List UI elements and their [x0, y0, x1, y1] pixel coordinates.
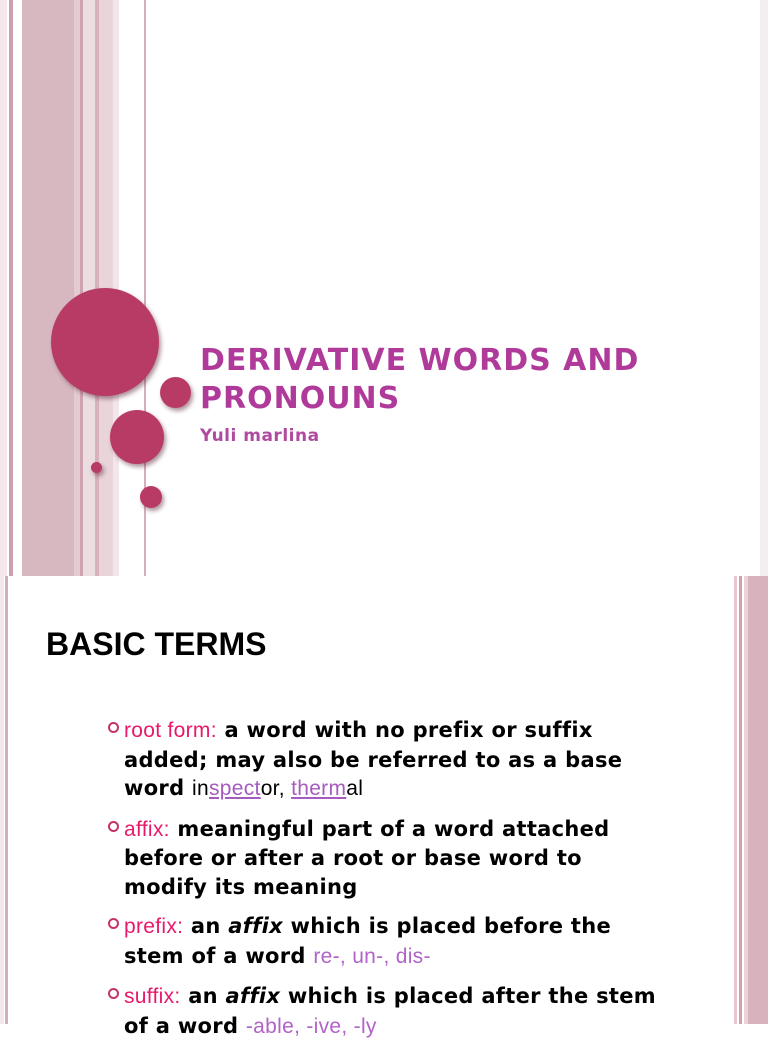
example-text: in	[192, 777, 209, 800]
term-description: an	[183, 914, 229, 938]
decorative-stripe	[22, 0, 74, 576]
decorative-stripe	[739, 576, 742, 1024]
slide-2-title: BASIC TERMS	[46, 626, 267, 662]
bullet-icon	[108, 821, 119, 832]
decorative-stripe	[83, 0, 95, 576]
bullet-icon	[108, 918, 119, 929]
bullet-icon	[108, 722, 119, 733]
example-root: therm	[291, 777, 347, 800]
decorative-circle	[91, 462, 102, 473]
list-item-root-form	[108, 716, 668, 804]
decorative-circle	[160, 377, 191, 408]
decorative-stripe	[748, 576, 768, 1024]
decorative-stripe	[5, 576, 8, 1024]
term-description: which is placed before the stem of a word	[124, 914, 612, 968]
term-description-italic: affix	[228, 914, 283, 938]
example-root: spect	[208, 777, 261, 800]
term-label: suffix:	[124, 985, 181, 1008]
term-label: affix:	[124, 817, 170, 841]
decorative-stripe	[9, 0, 13, 576]
list-item-affix	[108, 815, 668, 902]
example-text: -able, -ive, -ly	[245, 1014, 377, 1038]
slide-title: DERIVATIVE WORDS AND PRONOUNS	[200, 343, 640, 416]
example-text: re-, un-, dis-	[313, 944, 431, 968]
term-description: meaningful part of a word attached before or after a root or base word to modify its meaning	[124, 816, 610, 899]
term-label: root form:	[124, 719, 217, 742]
basic-terms-list	[108, 716, 668, 1052]
term-description-italic: affix	[225, 984, 281, 1008]
list-item-prefix	[108, 912, 668, 971]
slide-subtitle: Yuli marlina	[200, 426, 320, 446]
list-item-suffix	[108, 982, 668, 1041]
example-text: or,	[260, 777, 292, 800]
term-description: an	[180, 984, 226, 1008]
term-description: which is placed after the stem of a word	[124, 984, 656, 1038]
decorative-stripe	[0, 0, 7, 576]
bullet-icon	[108, 988, 119, 999]
term-description: a word with no prefix or suffix added; may also be referred to as a base word	[124, 718, 623, 800]
example-text: al	[346, 777, 364, 800]
decorative-stripe	[760, 0, 768, 576]
decorative-circle	[51, 288, 159, 396]
decorative-stripe	[0, 576, 4, 1024]
decorative-circle	[110, 410, 164, 464]
term-label: prefix:	[124, 915, 184, 938]
decorative-circle	[140, 486, 162, 508]
decorative-stripe	[734, 576, 737, 1024]
